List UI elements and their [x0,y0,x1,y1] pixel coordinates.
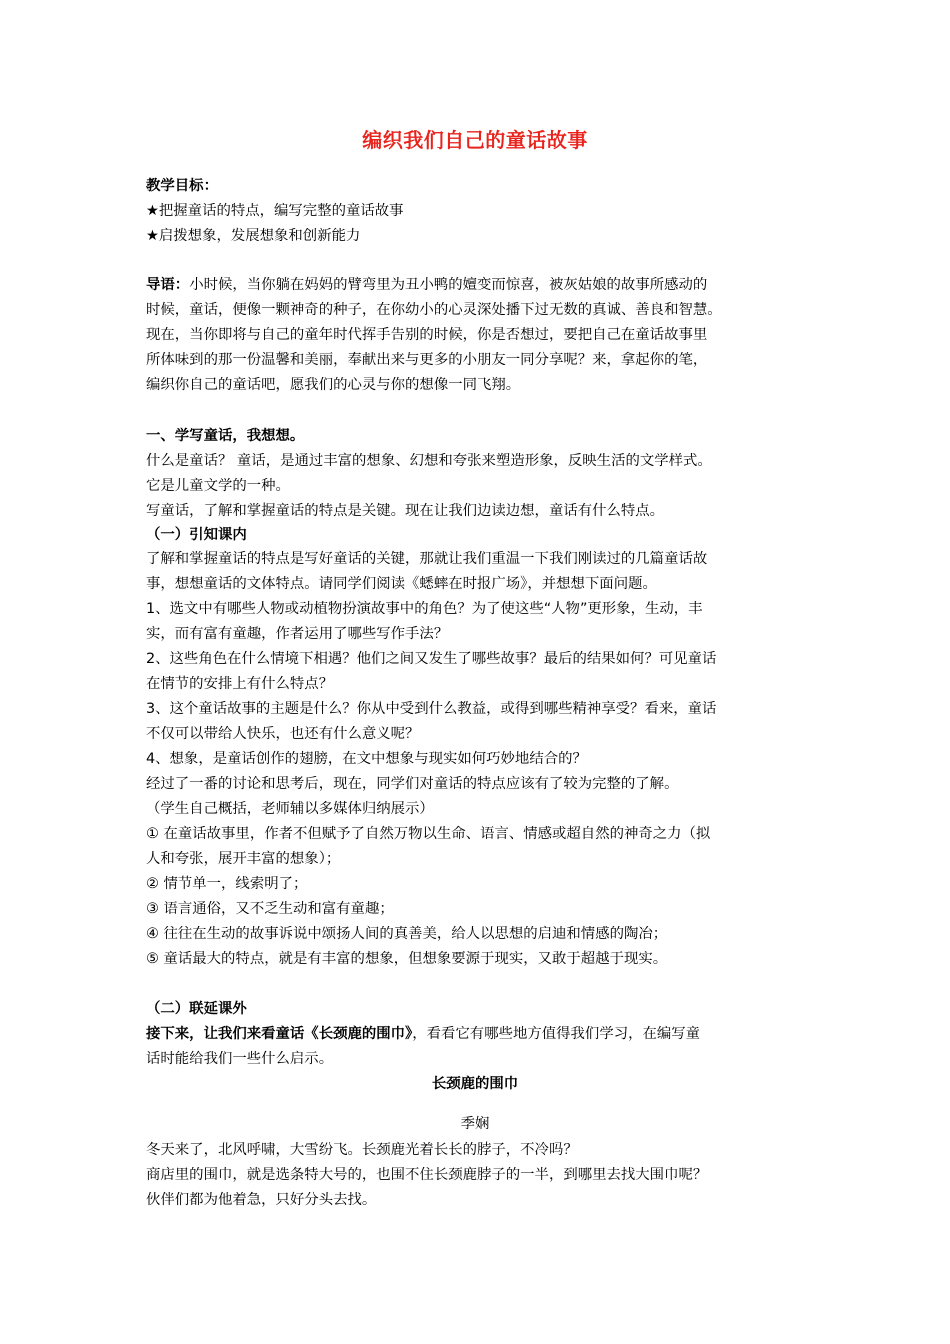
intro-paragraph-line: 所体味到的那一份温馨和美丽，奉献出来与更多的小朋友一同分享呢？来，拿起你的笔， [146,352,708,368]
story-text-line: 伙伴们都为他着急，只好分头去找。 [146,1192,377,1208]
question-line: 3、这个童话故事的主题是什么？你从中受到什么教益，或得到哪些精神享受？看来，童话 [146,701,717,717]
subsection-text-line: 事，想想童话的文体特点。请同学们阅读《蟋蟀在时报广场》，并想想下面问题。 [146,576,657,592]
section-heading: 一、学写童话，我想想。 [146,428,305,444]
subsection-text-line: （学生自己概括，老师辅以多媒体归纳展示） [146,801,434,817]
subsection-heading: （一）引知课内 [146,527,247,543]
feature-item: 人和夸张，展开丰富的想象）； [146,851,341,867]
subsection-text-line: 话时能给我们一些什么启示。 [146,1051,334,1067]
question-line: 2、这些角色在什么情境下相遇？他们之间又发生了哪些故事？最后的结果如何？可见童话 [146,651,717,667]
question-line: 1、选文中有哪些人物或动植物扮演故事中的角色？为了使这些“人物”更形象，生动，丰 [146,601,703,617]
story-text-line: 冬天来了，北风呼啸，大雪纷飞。长颈鹿光着长长的脖子，不冷吗？ [146,1142,578,1158]
intro-paragraph-line [146,275,707,295]
feature-item: ① 在童话故事里，作者不但赋予了自然万物以生命、语言、情感或超自然的神奇之力（拟 [146,826,711,842]
document-title: 编织我们自己的童话故事 [362,128,588,152]
feature-item: ② 情节单一，线索明了； [146,876,308,892]
story-title: 长颈鹿的围巾 [431,1076,519,1092]
subsection-text-line [146,1024,700,1044]
question-line: 在情节的安排上有什么特点？ [146,676,334,692]
intro-paragraph-line: 时候，童话，便像一颗神奇的种子，在你幼小的心灵深处播下过无数的真诚、善良和智慧。 [146,302,722,318]
subsection-text-line: 经过了一番的讨论和思考后，现在，同学们对童话的特点应该有了较为完整的了解。 [146,776,679,792]
subsection-text-line: 了解和掌握童话的特点是写好童话的关键，那就让我们重温一下我们刚读过的几篇童话故 [146,551,708,567]
feature-item: ⑤ 童话最大的特点，就是有丰富的想象，但想象要源于现实，又敢于超越于现实。 [146,951,668,967]
intro-text: 小时候，当你躺在妈妈的臂弯里为丑小鸭的嬗变而惊喜，被灰姑娘的故事所感动的 [189,277,708,293]
story-intro-bold: 接下来，让我们来看童话《长颈鹿的围巾》 [146,1026,413,1042]
goals-heading: 教学目标： [146,178,218,194]
intro-label: 导语： [146,277,190,293]
goal-item: ★启拨想象，发展想象和创新能力 [146,228,361,244]
feature-item: ③ 语言通俗，又不乏生动和富有童趣； [146,901,394,917]
question-line: 不仅可以带给人快乐，也还有什么意义呢？ [146,726,420,742]
story-author: 季娴 [460,1116,490,1132]
feature-item: ④ 往往在生动的故事诉说中颂扬人间的真善美，给人以思想的启迪和情感的陶冶； [146,926,668,942]
goal-item: ★把握童话的特点，编写完整的童话故事 [146,203,404,219]
story-intro-rest: ，看看它有哪些地方值得我们学习，在编写童 [412,1026,701,1042]
section-text-line: 它是儿童文学的一种。 [146,478,290,494]
intro-paragraph-line: 编织你自己的童话吧，愿我们的心灵与你的想像一同飞翔。 [146,377,521,393]
intro-paragraph-line: 现在，当你即将与自己的童年时代挥手告别的时候，你是否想过，要把自己在童话故事里 [146,327,708,343]
section-text-line: 写童话，了解和掌握童话的特点是关键。现在让我们边读边想，童话有什么特点。 [146,503,665,519]
subsection-heading: （二）联延课外 [146,1001,247,1017]
question-line: 实，而有富有童趣，作者运用了哪些写作手法？ [146,626,449,642]
section-text-line: 什么是童话？ 童话，是通过丰富的想象、幻想和夸张来塑造形象，反映生活的文学样式。 [146,453,712,469]
story-text-line: 商店里的围巾，就是选条特大号的，也围不住长颈鹿脖子的一半，到哪里去找大围巾呢？ [146,1167,708,1183]
question-line: 4、想象，是童话创作的翅膀，在文中想象与现实如何巧妙地结合的？ [146,751,587,767]
